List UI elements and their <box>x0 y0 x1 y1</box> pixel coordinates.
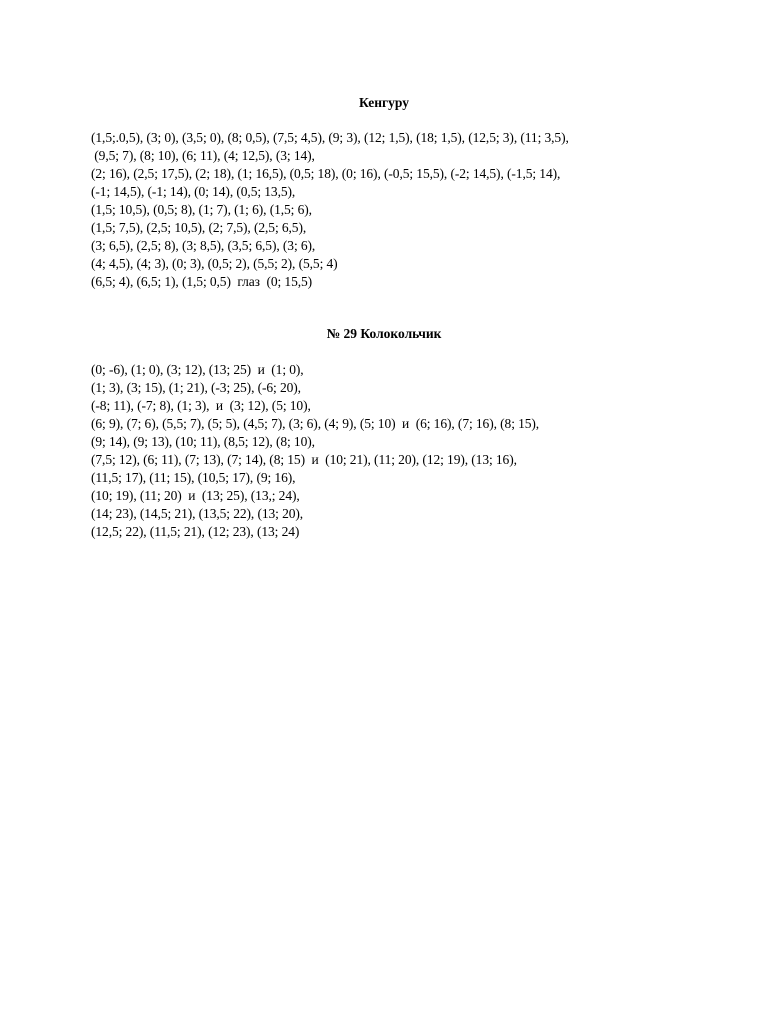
coordinate-line: (14; 23), (14,5; 21), (13,5; 22), (13; 20), <box>91 506 304 521</box>
coordinate-line: (1,5; 7,5), (2,5; 10,5), (2; 7,5), (2,5; 6,5), <box>91 220 307 235</box>
coordinate-list-kangaroo <box>91 129 711 291</box>
coordinate-line: (1,5;.0,5), (3; 0), (3,5; 0), (8; 0,5), (7,5; 4,5), (9; 3), (12; 1,5), (18; 1,5), (12,5; 3), (11; 3,5), <box>91 130 569 145</box>
coordinate-line: (1; 3), (3; 15), (1; 21), (-3; 25), (-6; 20), <box>91 380 301 395</box>
coordinate-line: (6,5; 4), (6,5; 1), (1,5; 0,5) глаз (0; 15,5) <box>91 274 313 289</box>
section-title-kangaroo: Кенгуру <box>358 95 409 110</box>
coordinate-line: (4; 4,5), (4; 3), (0; 3), (0,5; 2), (5,5; 2), (5,5; 4) <box>91 256 338 271</box>
coordinate-line: (2; 16), (2,5; 17,5), (2; 18), (1; 16,5), (0,5; 18), (0; 16), (-0,5; 15,5), (-2; 14,5), (-1,5; 14), <box>91 166 561 181</box>
coordinate-list-bell <box>91 361 711 541</box>
section-title-bell: № 29 Колокольчик <box>326 326 442 341</box>
coordinate-line: (12,5; 22), (11,5; 21), (12; 23), (13; 24) <box>91 524 300 539</box>
coordinate-line: (-8; 11), (-7; 8), (1; 3), и (3; 12), (5; 10), <box>91 398 311 413</box>
coordinate-line: (9,5; 7), (8; 10), (6; 11), (4; 12,5), (3; 14), <box>91 148 315 163</box>
coordinate-line: (-1; 14,5), (-1; 14), (0; 14), (0,5; 13,5), <box>91 184 296 199</box>
coordinate-line: (10; 19), (11; 20) и (13; 25), (13,; 24), <box>91 488 300 503</box>
coordinate-line: (6; 9), (7; 6), (5,5; 7), (5; 5), (4,5; 7), (3; 6), (4; 9), (5; 10) и (6; 16), (7; 16), (8; 15), <box>91 416 540 431</box>
coordinate-line: (0; -6), (1; 0), (3; 12), (13; 25) и (1; 0), <box>91 362 304 377</box>
coordinate-line: (3; 6,5), (2,5; 8), (3; 8,5), (3,5; 6,5), (3; 6), <box>91 238 316 253</box>
coordinate-line: (7,5; 12), (6; 11), (7; 13), (7; 14), (8; 15) и (10; 21), (11; 20), (12; 19), (13; 16), <box>91 452 517 467</box>
coordinate-line: (1,5; 10,5), (0,5; 8), (1; 7), (1; 6), (1,5; 6), <box>91 202 312 217</box>
coordinate-line: (11,5; 17), (11; 15), (10,5; 17), (9; 16), <box>91 470 296 485</box>
coordinate-line: (9; 14), (9; 13), (10; 11), (8,5; 12), (8; 10), <box>91 434 315 449</box>
